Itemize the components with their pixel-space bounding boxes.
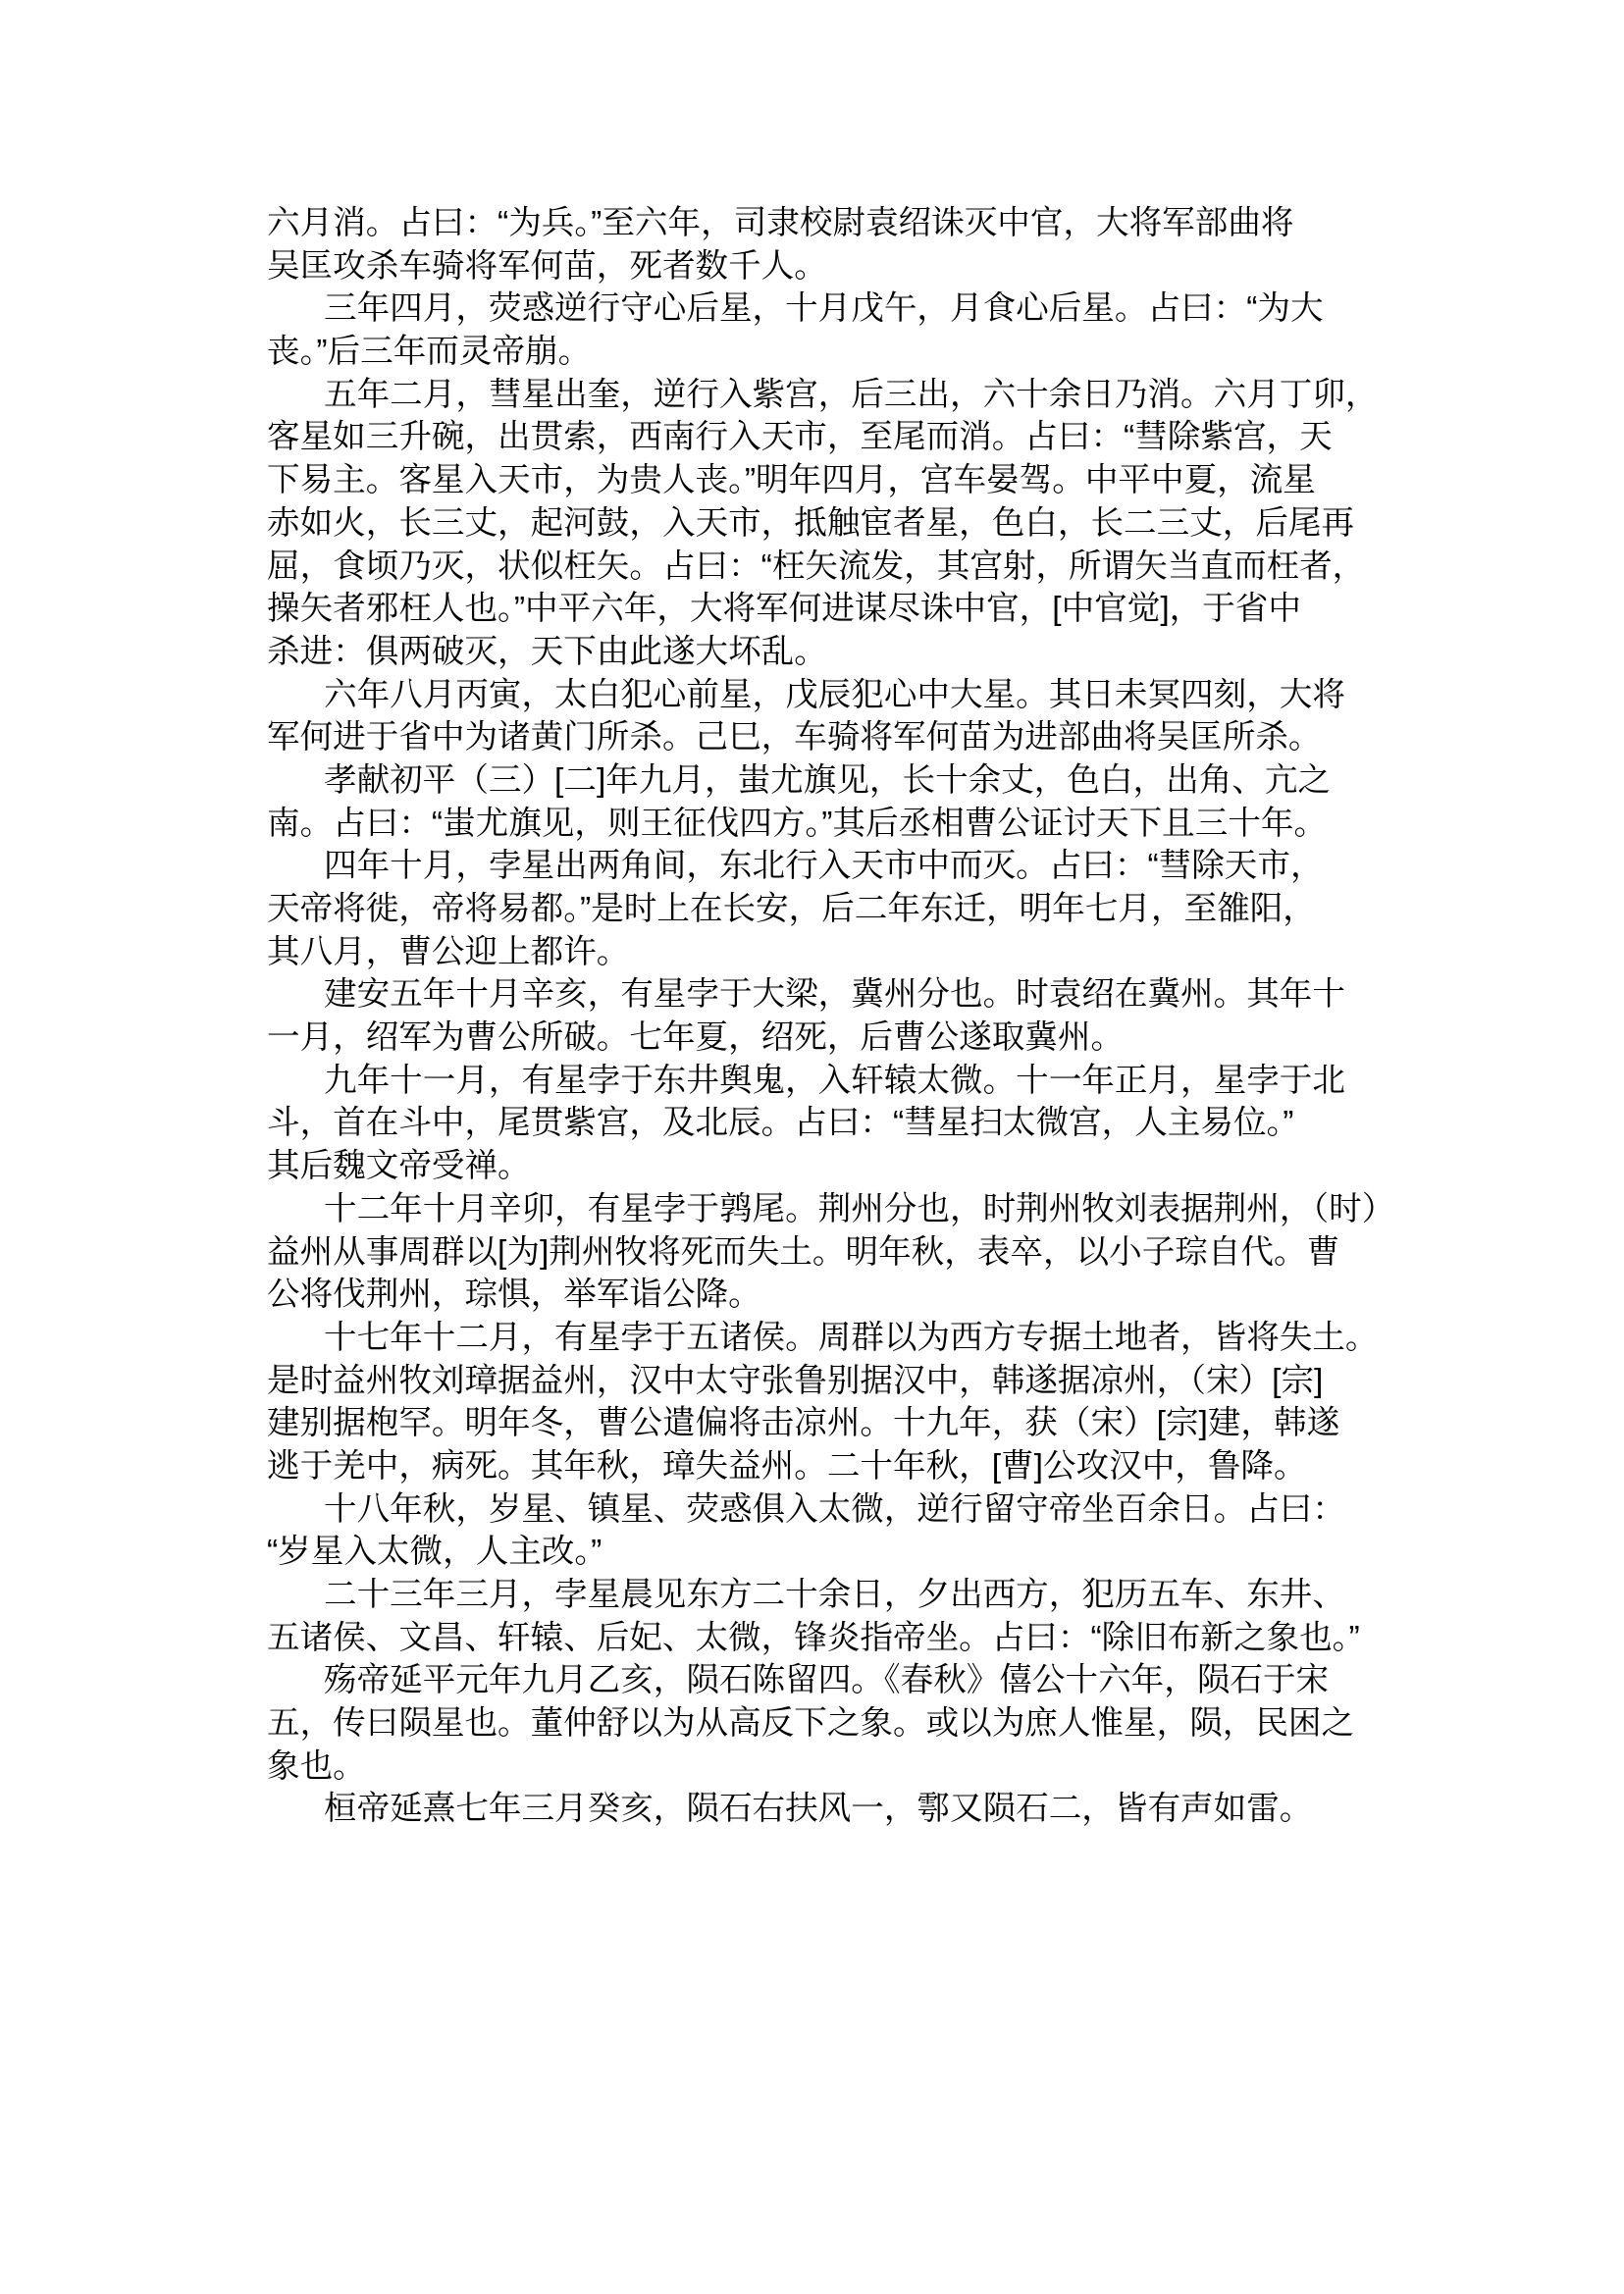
text-line: 丧。”后三年而灵帝崩。	[267, 334, 592, 371]
text-line: 十八年秋，岁星、镇星、荧惑俱入太微，逆行留守帝坐百余日。占曰：	[324, 1490, 1345, 1528]
text-line: 杀进：俱两破灭，天下由此遂大坏乱。	[267, 633, 827, 670]
text-line: 五，传曰陨星也。董仲舒以为从高反下之象。或以为庶人惟星，陨，民困之	[267, 1705, 1355, 1743]
text-line: 三年四月，荧惑逆行守心后星，十月戊午，月食心后星。占曰：“为大	[324, 290, 1324, 328]
text-line: 一月，绍军为曹公所破。七年夏，绍死，后曹公遂取冀州。	[267, 1019, 1125, 1057]
text-line: 六年八月丙寅，太白犯心前星，戊辰犯心中大星。其日未冥四刻，大将	[324, 676, 1345, 713]
text-line: 屈，食顷乃灭，状似枉矢。占曰：“枉矢流发，其宫射，所谓矢当直而枉者，	[267, 547, 1366, 585]
text-line: 殇帝延平元年九月乙亥，陨石陈留四。《春秋》僖公十六年，陨石于宋	[324, 1662, 1330, 1699]
text-line: 操矢者邪枉人也。”中平六年，大将军何进谋尽诛中官，[中官觉]，于省中	[267, 591, 1301, 628]
text-line: 军何进于省中为诸黄门所杀。己巳，车骑将军何苗为进部曲将吴匡所杀。	[267, 719, 1322, 756]
text-line: 九年十一月，有星孛于东井舆鬼，入轩辕太微。十一年正月，星孛于北	[324, 1062, 1345, 1099]
text-line: 吴匡攻杀车骑将军何苗，死者数千人。	[267, 247, 827, 285]
text-line: 桓帝延熹七年三月癸亥，陨石右扶风一，鄠又陨石二，皆有声如雷。	[324, 1791, 1313, 1828]
text-line: 赤如火，长三丈，起河鼓，入天市，抵触宦者星，色白，长二三丈，后尾再	[267, 504, 1355, 542]
text-line: 十七年十二月，有星孛于五诸侯。周群以为西方专据土地者，皆将失土。	[324, 1319, 1379, 1356]
text-line: 其后魏文帝受禅。	[267, 1148, 531, 1185]
text-line: 五年二月，彗星出奎，逆行入紫宫，后三出，六十余日乃消。六月丁卯，	[324, 376, 1379, 413]
text-line: 公将伐荆州，琮惧，举军诣公降。	[267, 1277, 761, 1314]
text-line: 逃于羌中，病死。其年秋，璋失益州。二十年秋，[曹]公攻汉中，鲁降。	[267, 1447, 1307, 1485]
text-line: 客星如三升碗，出贯索，西南行入天市，至尾而消。占曰：“彗除紫宫，天	[267, 419, 1333, 456]
text-line: 建别据枹罕。明年冬，曹公遣偏将击凉州。十九年，获（宋）[宗]建，韩遂	[267, 1405, 1340, 1442]
text-line: 斗，首在斗中，尾贯紫宫，及北辰。占曰：“彗星扫太微宫，人主易位。”	[267, 1105, 1294, 1142]
text-line: 下易主。客星入天市，为贵人丧。”明年四月，宫车晏驾。中平中夏，流星	[267, 462, 1316, 499]
text-line: 南。占曰：“蚩尤旗见，则王征伐四方。”其后丞相曹公证讨天下且三十年。	[267, 805, 1328, 842]
text-line: 象也。	[267, 1747, 366, 1785]
text-line: 六月消。占曰：“为兵。”至六年，司隶校尉袁绍诛灭中官，大将军部曲将	[267, 205, 1294, 241]
text-line: 益州从事周群以[为]荆州牧将死而失土。明年秋，表卒，以小子琮自代。曹	[267, 1233, 1340, 1271]
text-line: 孝献初平（三）[二]年九月，蚩尤旗见，长十余丈，色白，出角、亢之	[324, 761, 1332, 799]
text-line: 建安五年十月辛亥，有星孛于大梁，冀州分也。时袁绍在冀州。其年十	[324, 976, 1345, 1014]
text-block	[267, 202, 1395, 1831]
text-line: “岁星入太微，人主改。”	[267, 1534, 602, 1571]
text-line: 二十三年三月，孛星晨见东方二十余日，夕出西方，犯历五车、东井、	[324, 1577, 1345, 1613]
text-line: 是时益州牧刘璋据益州，汉中太守张鲁别据汉中，韩遂据凉州，（宋）[宗]	[267, 1362, 1324, 1399]
text-line: 天帝将徙，帝将易都。”是时上在长安，后二年东迁，明年七月，至雒阳，	[267, 891, 1316, 927]
text-line: 四年十月，孛星出两角间，东北行入天市中而灭。占曰：“彗除天市，	[324, 848, 1324, 885]
text-line: 五诸侯、文昌、轩辕、后妃、太微，锋炎指帝坐。占曰：“除旧布新之象也。”	[267, 1619, 1360, 1656]
text-line: 十二年十月辛卯，有星孛于鹑尾。荆州分也，时荆州牧刘表据荆州，（时）	[324, 1190, 1395, 1227]
text-line: 其八月，曹公迎上都许。	[267, 933, 630, 970]
